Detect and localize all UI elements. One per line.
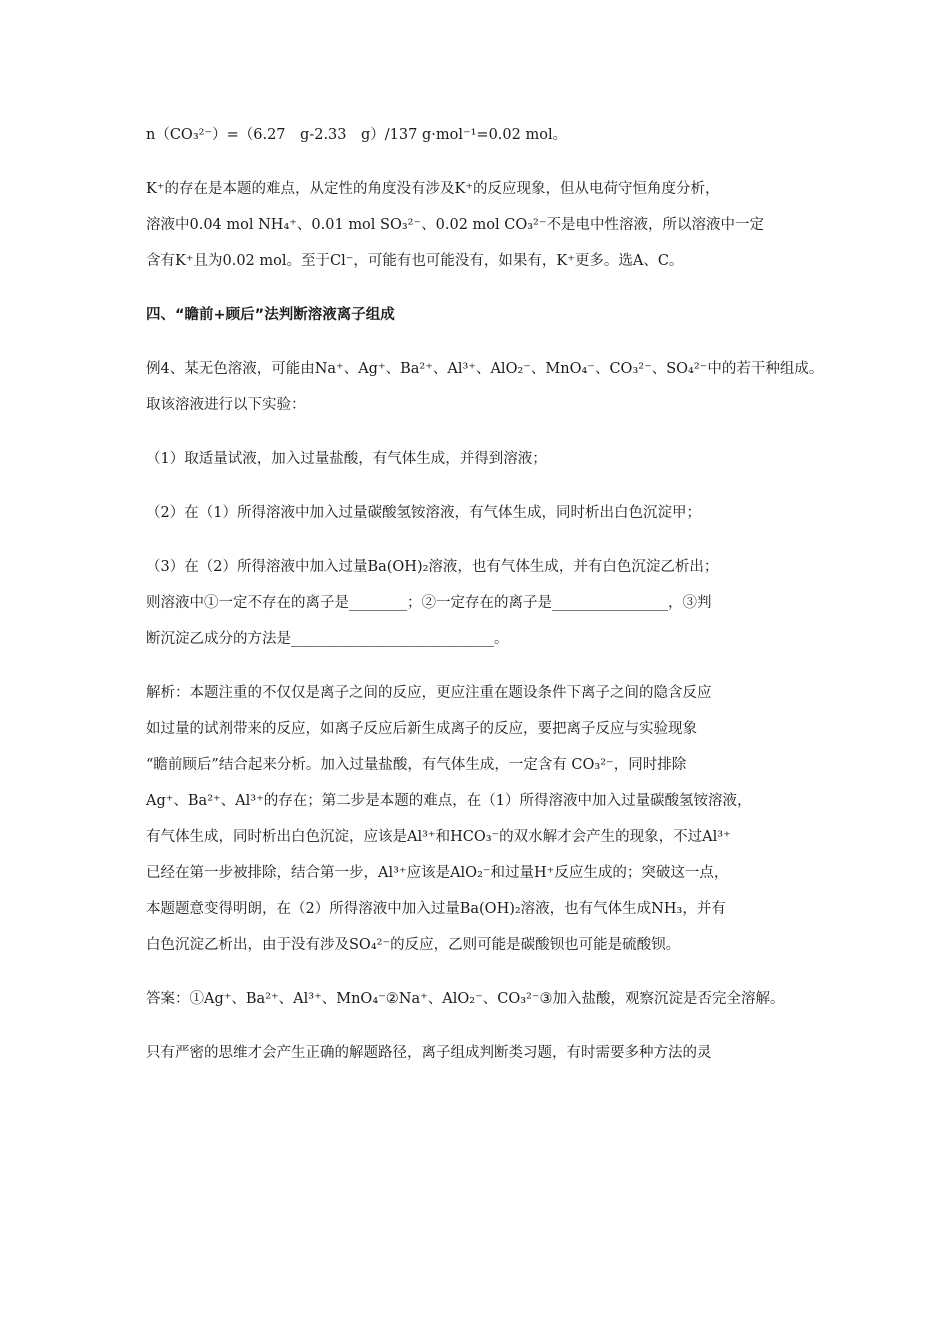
section-heading: 四、“瞻前+顾后”法判断溶液离子组成 [146,307,395,323]
document-page [146,117,824,1071]
question-blanks: 断沉淀乙成分的方法是____________________________。 [146,631,509,647]
paragraph-line: 溶液中0.04 mol NH₄⁺、0.01 mol SO₃²⁻、0.02 mol CO₃²⁻不是电中性溶液，所以溶液中一定 [146,217,765,233]
experiment-step-3: （3）在（2）所得溶液中加入过量Ba(OH)₂溶液，也有气体生成，并有白色沉淀乙析出； [146,559,719,575]
analysis-line: 如过量的试剂带来的反应，如离子反应后新生成离子的反应，要把离子反应与实验现象 [146,721,697,737]
experiment-step-2: （2）在（1）所得溶液中加入过量碳酸氢铵溶液，有气体生成，同时析出白色沉淀甲； [146,505,701,521]
answer-line: 答案：①Ag⁺、Ba²⁺、Al³⁺、MnO₄⁻②Na⁺、AlO₂⁻、CO₃²⁻③加入盐酸，观察沉淀是否完全溶解。 [146,991,785,1007]
analysis-line: 本题题意变得明朗，在（2）所得溶液中加入过量Ba(OH)₂溶液，也有气体生成NH₃，并有 [146,901,726,917]
paragraph-line: 含有K⁺且为0.02 mol。至于Cl⁻，可能有也可能没有，如果有，K⁺更多。选A、C。 [146,253,684,269]
paragraph-line: K⁺的存在是本题的难点，从定性的角度没有涉及K⁺的反应现象，但从电荷守恒角度分析， [146,181,720,197]
analysis-line: 已经在第一步被排除，结合第一步，Al³⁺应该是AlO₂⁻和过量H⁺反应生成的；突破这一点， [146,865,729,881]
analysis-line: 白色沉淀乙析出，由于没有涉及SO₄²⁻的反应，乙则可能是碳酸钡也可能是硫酸钡。 [146,937,681,953]
analysis-line: 有气体生成，同时析出白色沉淀，应该是Al³⁺和HCO₃⁻的双水解才会产生的现象，不过Al³⁺ [146,829,731,845]
example-question: 例4、某无色溶液，可能由Na⁺、Ag⁺、Ba²⁺、Al³⁺、AlO₂⁻、MnO₄⁻、CO₃²⁻、SO₄²⁻中的若干种组成。 [146,361,824,377]
question-blanks: 则溶液中①一定不存在的离子是________；②一定存在的离子是________________，③判 [146,595,712,611]
experiment-step-1: （1）取适量试液，加入过量盐酸，有气体生成，并得到溶液； [146,451,547,467]
summary-line: 只有严密的思维才会产生正确的解题路径，离子组成判断类习题，有时需要多种方法的灵 [146,1045,712,1061]
example-question: 取该溶液进行以下实验： [146,397,306,413]
analysis-line: Ag⁺、Ba²⁺、Al³⁺的存在；第二步是本题的难点，在（1）所得溶液中加入过量碳酸氢铵溶液， [146,793,752,809]
analysis-line: 解析：本题注重的不仅仅是离子之间的反应，更应注重在题设条件下离子之间的隐含反应 [146,685,712,701]
calc-line: n（CO₃²⁻）=（6.27 g-2.33 g）/137 g·mol⁻¹=0.02 mol。 [146,127,568,143]
analysis-line: “瞻前顾后”结合起来分析。加入过量盐酸，有气体生成，一定含有 CO₃²⁻，同时排除 [146,757,687,773]
